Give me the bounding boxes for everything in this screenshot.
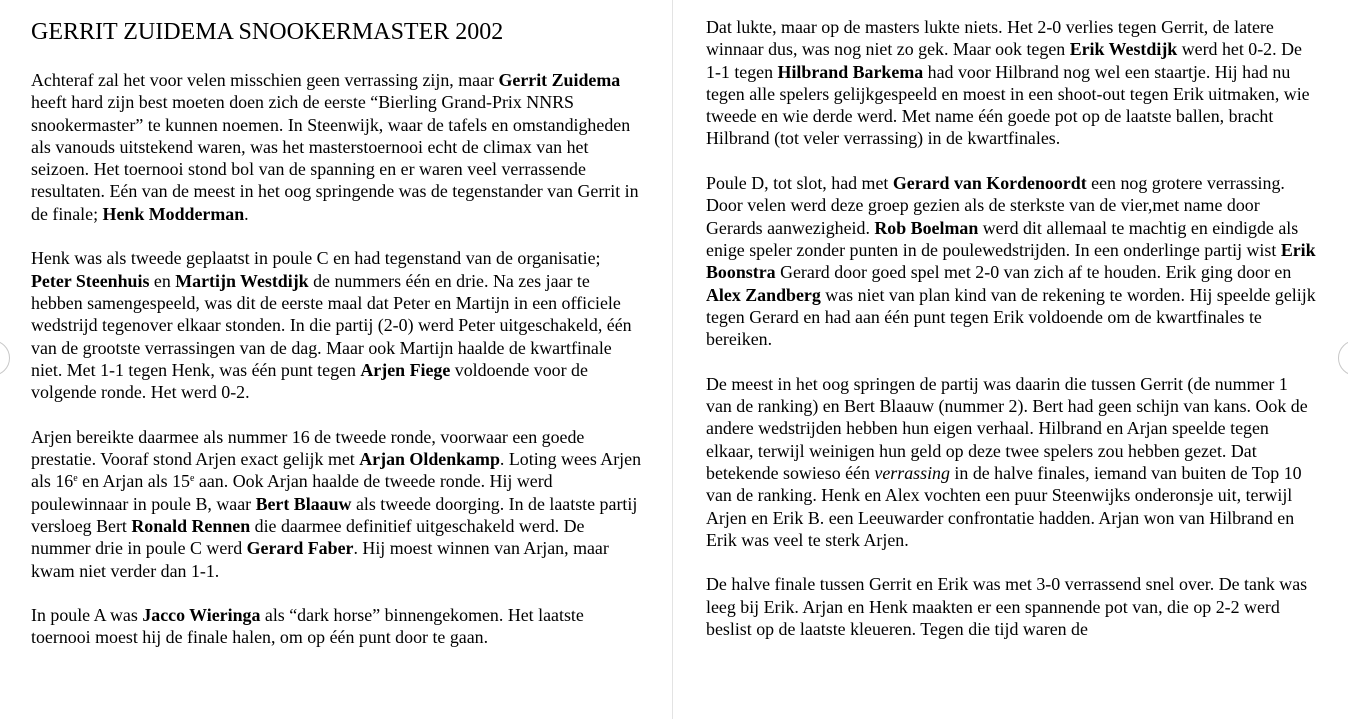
text-run: werd het 0-2. De 1-1 tegen — [706, 39, 1302, 82]
text-run: In poule A was — [31, 605, 143, 626]
bold-name: Martijn Westdijk — [175, 270, 309, 291]
text-run: als “dark horse” binnengekomen. Het laatste toernooi moest hij de finale halen, om op één punt door te gaan. — [31, 605, 584, 648]
bold-name: Ronald Rennen — [131, 515, 251, 536]
bold-name: Hilbrand Barkema — [777, 61, 924, 82]
text-run: was niet van plan kind van de rekening te worden. Hij speelde gelijk tegen Gerard en had aan één punt tegen Erik voldoende om de kwartfinales te bereiken. — [706, 284, 1316, 350]
bold-name: Alex Zandberg — [706, 284, 821, 305]
text-run: Arjen bereikte daarmee als nummer 16 de tweede ronde, voorwaar een goede prestatie. Vooraf stond Arjen exact gelijk met — [31, 426, 585, 470]
text-run: Achteraf zal het voor velen misschien geen verrassing zijn, maar — [31, 70, 499, 90]
right-page — [673, 0, 1348, 719]
bold-name: Erik Boonstra — [706, 239, 1316, 283]
paragraph — [706, 573, 1318, 640]
text-run: . — [244, 203, 249, 224]
bold-name: Bert Blaauw — [255, 493, 352, 514]
left-page — [0, 0, 672, 719]
text-run: en — [149, 270, 176, 291]
text-run: een nog grotere verrassing. Door velen werd deze groep gezien als de sterkste van de vier,met name door Gerards aanwezigheid. — [706, 173, 1285, 238]
right-column — [706, 16, 1318, 663]
text-run: e — [190, 473, 195, 485]
bold-name: Henk Modderman — [102, 203, 245, 224]
text-run: de nummers één en drie. Na zes jaar te hebben samengespeeld, was dit de eerste maal dat Peter en Martijn in een officiele wedstrijd tegenover elkaar stonden. In die partij (2-0) werd Peter uitgeschakeld, één van de grootste verrassingen van de dag. Maar ook Martijn haalde de kwartfinale niet. Met 1-1 tegen Henk, was één punt tegen — [31, 270, 632, 380]
paragraph — [706, 172, 1318, 350]
paragraph — [31, 604, 643, 649]
right-body — [706, 16, 1318, 640]
text-run: e — [73, 473, 78, 485]
left-column — [31, 18, 643, 671]
text-run: De halve finale tussen Gerrit en Erik was met 3-0 verrassend snel over. De tank was leeg bij Erik. Arjan en Henk maakten er een spannende pot van, die op 2-2 werd beslist op de laatste kleueren. Tegen die tijd waren de — [706, 574, 1308, 640]
bold-name: Jacco Wieringa — [142, 605, 261, 626]
text-run: Poule D, tot slot, had met — [706, 173, 893, 194]
text-run: en Arjan als 15 — [77, 471, 190, 492]
text-run: werd dit allemaal te machtig en eindigde als enige speler zonder punten in de poulewedstrijden. In een onderlinge partij wist — [706, 217, 1299, 260]
bold-name: Erik Westdijk — [1069, 39, 1178, 60]
text-run: als tweede doorging. In de laatste partij versloeg Bert — [31, 493, 638, 536]
bold-name: Arjan Oldenkamp — [359, 449, 500, 470]
paragraph — [706, 16, 1318, 150]
bold-name: Peter Steenhuis — [31, 270, 150, 291]
bold-name: Arjen Fiege — [360, 359, 451, 380]
bold-name: Gerrit Zuidema — [498, 70, 621, 90]
text-run: Henk was als tweede geplaatst in poule C en had tegenstand van de organisatie; — [31, 248, 601, 269]
text-run: heeft hard zijn best moeten doen zich de eerste “Bierling Grand-Prix NNRS snookermaster” te kunnen noemen. In Steenwijk, waar de tafels en omstandigheden als vanouds uitstekend waren, was het masterstoernooi echt de climax van het seizoen. Het toernooi stond bol van de spanning en er waren veel verrassende resultaten. Eén van de meest in het oog springende was de tegenstander van Gerrit in de finale; — [31, 92, 639, 224]
text-run: De meest in het oog springen de partij was daarin die tussen Gerrit (de nummer 1 van de ranking) en Bert Blaauw (nummer 2). Bert had geen schijn van kans. Ook de andere wedstrijden hebben hun eigen verhaal. Hilbrand en Arjan speelde tegen elkaar, terwijl weinigen hun geld op deze twee spelers zou hebben gezet. Dat betekende sowieso één — [706, 373, 1308, 483]
text-run: die daarmee definitief uitgeschakeld werd. De nummer drie in poule C werd — [31, 515, 585, 559]
bold-name: Gerard Faber — [246, 538, 354, 559]
text-run: in de halve finales, iemand van buiten de Top 10 van de ranking. Henk en Alex vochten een puur Steenwijks onderonsje uit, terwijl Arjen en Erik B. een Leeuwarder confrontatie hadden. Arjan won van Hilbrand en Erik was veel te sterk Arjen. — [706, 462, 1302, 550]
paragraph — [31, 247, 643, 403]
left-body — [31, 69, 643, 649]
text-run: had voor Hilbrand nog wel een staartje. Hij had nu tegen alle spelers gelijkgespeeld en moest in een shoot-out tegen Erik uitmaken, wie tweede en wie derde werd. Met name één goede pot op de laatste ballen, bracht Hilbrand (tot veler verrassing) in de kwartfinales. — [706, 61, 1310, 149]
paragraph — [31, 426, 643, 582]
text-run: voldoende voor de volgende ronde. Het werd 0-2. — [31, 359, 588, 403]
bold-name: Rob Boelman — [874, 217, 979, 238]
text-run: . Hij moest winnen van Arjan, maar kwam niet verder dan 1-1. — [31, 538, 609, 581]
text-run: aan. Ook Arjan haalde de tweede ronde. Hij werd poulewinnaar in poule B, waar — [31, 471, 553, 514]
paragraph — [31, 69, 643, 225]
text-run: Dat lukte, maar op de masters lukte niets. Het 2-0 verlies tegen Gerrit, de latere winnaar dus, was nog niet zo gek. Maar ook tegen — [706, 17, 1274, 60]
bold-name: Gerard van Kordenoordt — [892, 173, 1087, 194]
document-title: GERRIT ZUIDEMA SNOOKERMASTER 2002 — [31, 19, 504, 45]
text-run: verrassing — [874, 462, 950, 483]
text-run: . Loting wees Arjen als 16 — [31, 449, 642, 492]
text-run: Gerard door goed spel met 2-0 van zich af te houden. Erik ging door en — [775, 262, 1292, 283]
paragraph — [706, 373, 1318, 551]
